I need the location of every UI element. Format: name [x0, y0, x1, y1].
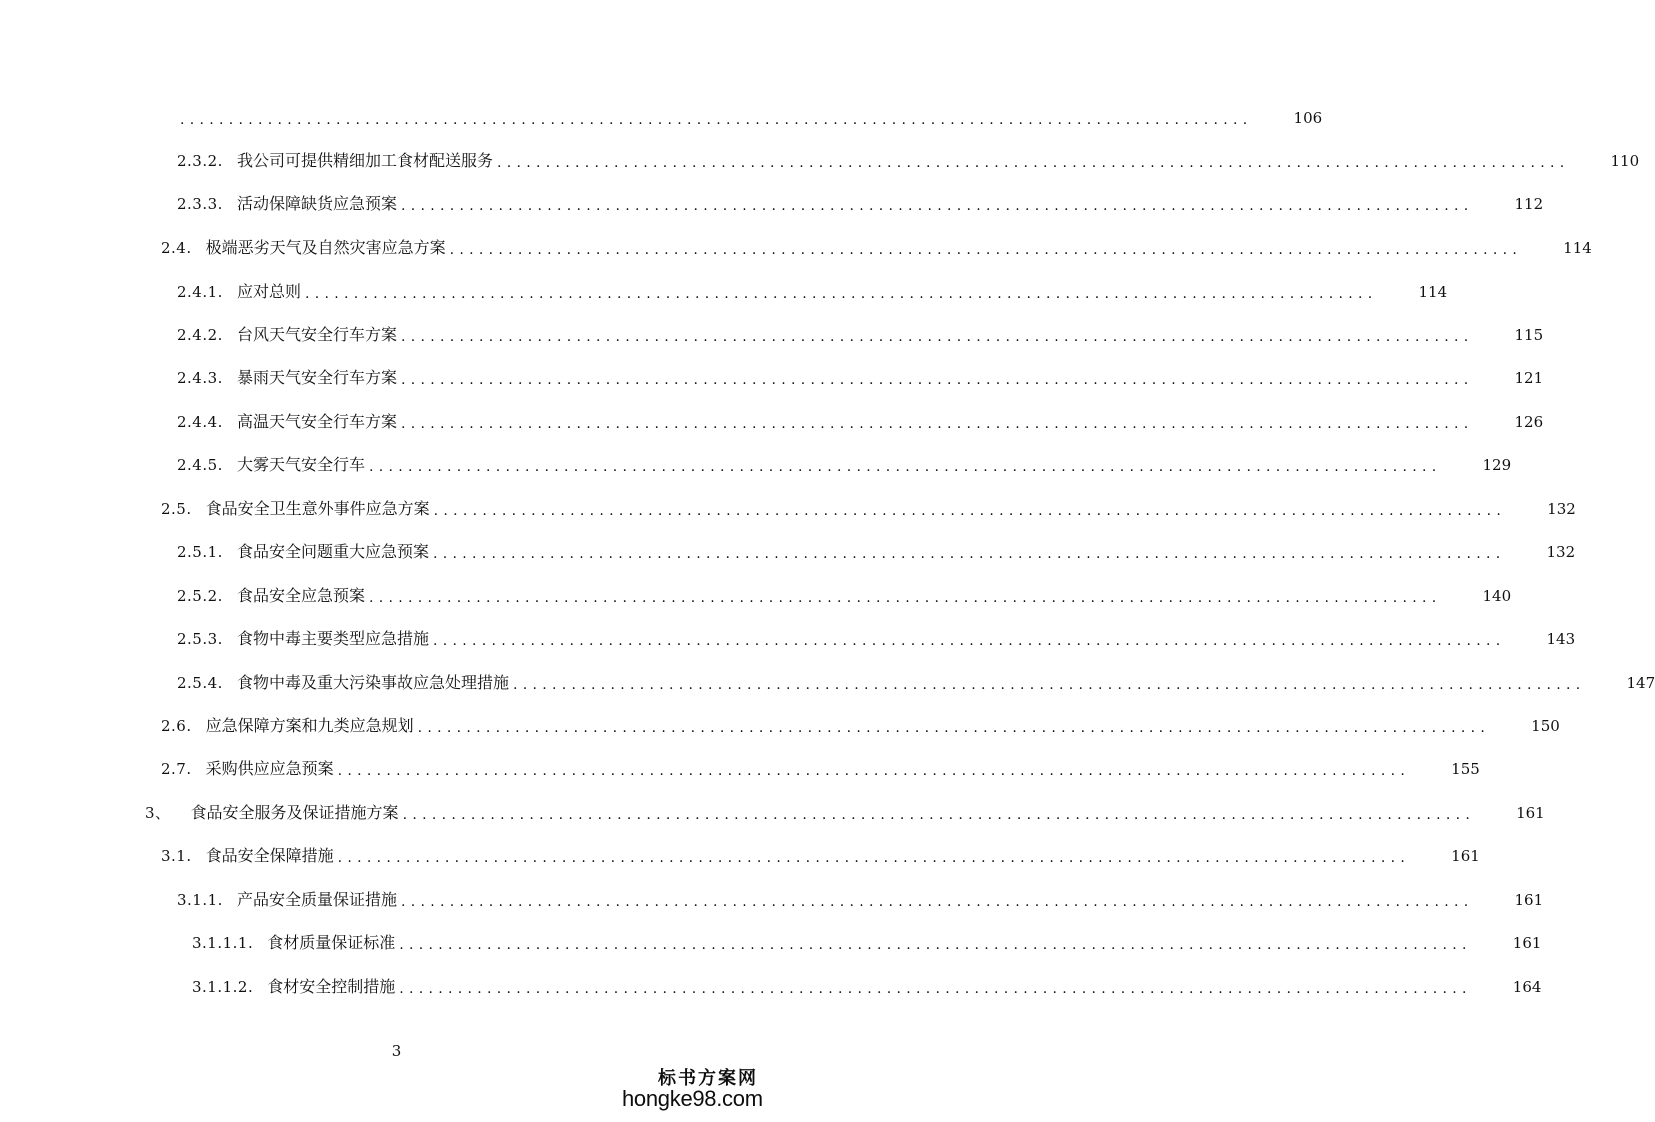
- toc-entry-number: 2.4.2.: [177, 326, 223, 344]
- toc-leader-dots: ..............................................................................................................: [400, 329, 1474, 345]
- toc-entry-number: 2.7.: [161, 760, 192, 778]
- toc-entry-page: 161: [1451, 847, 1480, 865]
- toc-entry-page: 112: [1514, 195, 1544, 213]
- toc-leader-dots: ..............................................................................................................: [432, 633, 1506, 649]
- toc-leader-dots: ..............................................................................................................: [433, 503, 1507, 519]
- toc-leader-dots: ..............................................................................................................: [180, 112, 1253, 128]
- toc-leader-dots: ..............................................................................................................: [399, 981, 1472, 997]
- toc-entry-title: 食品安全服务及保证措施方案: [190, 803, 399, 822]
- toc-entry-page: 114: [1563, 239, 1592, 257]
- toc-entry-page: 126: [1514, 413, 1544, 431]
- toc-entry-title: 应急保障方案和九类应急规划: [205, 716, 414, 735]
- watermark-url: hongke98.com: [622, 1086, 763, 1111]
- toc-leader-dots: ..............................................................................................................: [368, 590, 1442, 606]
- toc-entry-page: 115: [1514, 326, 1544, 344]
- toc-entry-number: 2.4.1.: [177, 283, 223, 301]
- toc-leader-dots: ..............................................................................................................: [337, 850, 1411, 866]
- toc-entry[interactable]: [161, 714, 1560, 738]
- toc-entry-page: 114: [1418, 283, 1448, 301]
- toc-entry[interactable]: [161, 236, 1592, 260]
- toc-leader-dots: ..............................................................................................................: [432, 546, 1506, 562]
- toc-entry-number: 2.4.5.: [177, 456, 223, 474]
- toc-entry-number: 2.6.: [161, 717, 192, 735]
- toc-entry[interactable]: [177, 888, 1544, 912]
- toc-leader-dots: ..............................................................................................................: [400, 416, 1474, 432]
- toc-entry-page: 150: [1531, 717, 1560, 735]
- toc-entry-page: 106: [1293, 109, 1323, 127]
- toc-entry-number: 2.4.3.: [177, 369, 223, 387]
- toc-leader-dots: ..............................................................................................................: [402, 807, 1476, 823]
- toc-entry-title: 食品安全卫生意外事件应急方案: [205, 499, 430, 518]
- toc-entry-title: 产品安全质量保证措施: [236, 890, 397, 909]
- toc-entry-title: 食物中毒及重大污染事故应急处理措施: [236, 673, 509, 692]
- toc-entry[interactable]: [177, 671, 1655, 695]
- toc-entry-title: 食材质量保证标准: [267, 933, 396, 952]
- toc-entry-number: 2.5.4.: [177, 674, 223, 692]
- toc-entry-page: 143: [1546, 630, 1576, 648]
- toc-entry-title: 大雾天气安全行车: [236, 455, 365, 474]
- toc-entry[interactable]: [161, 757, 1480, 781]
- toc-entry[interactable]: [192, 931, 1542, 955]
- toc-entry-title: 食材安全控制措施: [267, 977, 396, 996]
- toc-entry-title: 食品安全保障措施: [205, 846, 334, 865]
- toc-entry-number: 3.1.1.: [177, 891, 223, 909]
- watermark-title: 标书方案网: [658, 1068, 758, 1089]
- toc-entry-page: 132: [1546, 543, 1576, 561]
- toc-entry-title: 台风天气安全行车方案: [236, 325, 397, 344]
- toc-leader-dots: ..............................................................................................................: [400, 372, 1474, 388]
- toc-entry-number: 3.1.: [161, 847, 192, 865]
- toc-entry-page: 132: [1547, 500, 1576, 518]
- toc-entry[interactable]: [177, 410, 1544, 434]
- toc-leader-dots: ..............................................................................................................: [304, 286, 1378, 302]
- toc-entry[interactable]: [180, 106, 1323, 130]
- toc-entry-page: 164: [1512, 978, 1542, 996]
- toc-entry-title: 极端恶劣天气及自然灾害应急方案: [205, 238, 446, 257]
- watermark-logo: [610, 1060, 790, 1120]
- toc-entry[interactable]: [177, 149, 1640, 173]
- toc-entry[interactable]: [192, 975, 1542, 999]
- toc-entry-number: 2.3.3.: [177, 195, 223, 213]
- toc-leader-dots: ..............................................................................................................: [512, 677, 1586, 693]
- toc-entry[interactable]: [177, 192, 1544, 216]
- toc-entry-title: 采购供应应急预案: [205, 759, 334, 778]
- toc-leader-dots: ..............................................................................................................: [337, 763, 1411, 779]
- toc-entry[interactable]: [161, 844, 1480, 868]
- toc-entry-page: 129: [1482, 456, 1512, 474]
- toc-entry-page: 121: [1514, 369, 1544, 387]
- toc-entry[interactable]: [177, 323, 1544, 347]
- toc-entry-title: 活动保障缺货应急预案: [236, 194, 397, 213]
- toc-leader-dots: ..............................................................................................................: [449, 242, 1523, 258]
- toc-entry-page: 140: [1482, 587, 1512, 605]
- toc-leader-dots: ..............................................................................................................: [400, 894, 1474, 910]
- toc-entry[interactable]: [177, 584, 1512, 608]
- toc-entry[interactable]: [177, 453, 1512, 477]
- toc-entry-number: 2.4.: [161, 239, 192, 257]
- toc-entry[interactable]: [177, 280, 1448, 304]
- toc-entry-page: 161: [1516, 804, 1545, 822]
- toc-entry-title: 高温天气安全行车方案: [236, 412, 397, 431]
- toc-entry-number: 2.3.2.: [177, 152, 223, 170]
- toc-entry[interactable]: [161, 497, 1576, 521]
- toc-entry-number: 2.4.4.: [177, 413, 223, 431]
- page-number: 3: [391, 1042, 402, 1060]
- toc-entry-number: 3.1.1.2.: [192, 978, 254, 996]
- toc-entry-page: 147: [1626, 674, 1655, 692]
- toc-leader-dots: ..............................................................................................................: [417, 720, 1491, 736]
- toc-entry-number: 2.5.1.: [177, 543, 223, 561]
- toc-entry-number: 3、: [145, 804, 171, 822]
- toc-entry-title: 食物中毒主要类型应急措施: [236, 629, 429, 648]
- toc-entry-number: 2.5.3.: [177, 630, 223, 648]
- toc-entry-number: 3.1.1.1.: [192, 934, 254, 952]
- toc-entry[interactable]: [145, 801, 1545, 825]
- toc-entry-number: 2.5.2.: [177, 587, 223, 605]
- toc-entry-number: 2.5.: [161, 500, 192, 518]
- toc-leader-dots: ..............................................................................................................: [496, 155, 1570, 171]
- toc-entry[interactable]: [177, 366, 1544, 390]
- toc-entry-page: 161: [1512, 934, 1542, 952]
- toc-entry-page: 161: [1514, 891, 1544, 909]
- toc-entry-title: 我公司可提供精细加工食材配送服务: [236, 151, 493, 170]
- toc-leader-dots: ..............................................................................................................: [399, 937, 1472, 953]
- toc-entry-page: 155: [1451, 760, 1480, 778]
- toc-entry-title: 食品安全问题重大应急预案: [236, 542, 429, 561]
- toc-entry-title: 应对总则: [236, 282, 301, 301]
- toc-entry-title: 暴雨天气安全行车方案: [236, 368, 397, 387]
- toc-entry[interactable]: [177, 540, 1576, 564]
- toc-leader-dots: ..............................................................................................................: [368, 459, 1442, 475]
- toc-leader-dots: ..............................................................................................................: [400, 198, 1474, 214]
- toc-entry-title: 食品安全应急预案: [236, 586, 365, 605]
- toc-entry[interactable]: [177, 627, 1576, 651]
- toc-entry-page: 110: [1610, 152, 1640, 170]
